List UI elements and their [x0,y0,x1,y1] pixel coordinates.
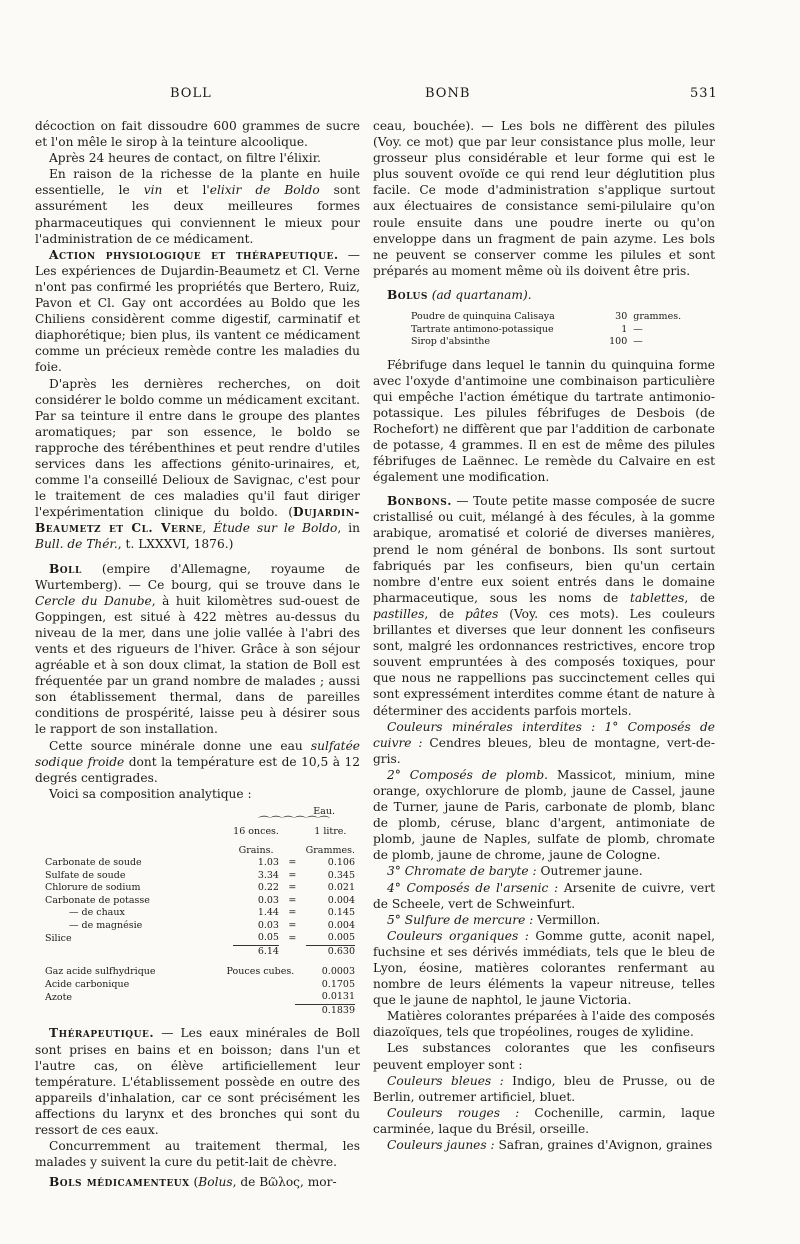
paragraph-action: Action physiologique et thérapeutique. — Les expériences de Dujardin-Beaumetz et Cl. Verne n'ont pas confirmé les propriétés que Bertero, Ruiz, Pavon et Cl. Gay ont accordées au Boldo que les Chiliens considèrent comme digestif, carminatif et diaphorétique; bien plus, ils vantent ce médicament comme un précieux remède contre les maladies du foie. [35,247,360,375]
table-caption: Eau. [313,805,335,817]
paragraph: 5° Sulfure de mercure : Vermillon. [387,912,601,927]
table-row: Carbonate de soude 1.03 = 0.106 [45,857,355,869]
paragraph: 3° Chromate de baryte : Outremer jaune. [387,864,643,879]
paragraph: Couleurs bleues : Indigo, bleu de Prusse, ou de Berlin, outremer artificiel, bluet. [373,1073,715,1104]
page-number: 531 [690,86,718,101]
entry-heading: Boll [49,561,82,576]
paragraph-therapeutique: Thérapeutique. — Les eaux minérales de Boll sont prises en bains et en boisson; dans l'un et l'autre cas, on élève artificiellement leur température. L'établissement possède en outre des appareils d'inhalation, car ce sont précisément les affections du larynx et des bronches qui sont du ressort de ces eaux. [35,1026,360,1137]
column-header: 16 onces. [233,826,279,838]
table-row: Tartrate antimono-potassique 1 — [411,323,643,335]
paragraph: Voici sa composition analytique : [49,786,252,801]
header-left: BOLL [170,86,212,101]
table-row: — de magnésie 0.03 = 0.004 [69,919,355,931]
table-row: Silice 0.05 = 0.005 [45,932,355,944]
total-row: 6.14 0.630 [45,945,355,958]
table-row: Gaz acide sulfhydrique Pouces cubes. 0.0003 [45,966,355,978]
column-header: 1 litre. [314,826,347,838]
paragraph: décoction on fait dissoudre 600 grammes de sucre et l'on mêle le sirop à la teinture alcoolique. [35,119,360,150]
gas-table [45,966,355,1017]
unit-label: Grammes. [305,844,355,856]
table-row: Azote 0.0131 [45,991,355,1003]
paragraph: Les substances colorantes que les confiseurs peuvent employer sont : [373,1041,715,1072]
paragraph: Couleurs rouges : Cochenille, carmin, laque carminée, laque du Brésil, orseille. [373,1105,715,1136]
formula-table [411,311,696,349]
running-header [0,86,800,106]
total-row: 0.1839 [45,1004,355,1017]
paragraph: Couleurs minérales interdites : 1° Composés de cuivre : Cendres bleues, bleu de montagne, vert-de-gris. [373,719,715,766]
paragraph: Fébrifuge dans lequel le tannin du quinquina forme avec l'oxyde d'antimoine une combinaison particulière qui empêche l'action émétique du tartrate antimonio-potassique. Les pilules fébrifuges de Desbois (de Rochefort) ne diffèrent que par l'addition de carbonate de potasse, 4 grammes. Il en est de même des pilules fébrifuges de Laënnec. Le remède du Calvaire en est également une modification. [373,357,715,485]
paragraph: 4° Composés de l'arsenic : Arsenite de cuivre, vert de Scheele, vert de Schweinfurt. [373,880,715,911]
header-center: BONB [425,86,471,101]
paragraph: ceau, bouchée). — Les bols ne diffèrent des pilules (Voy. ce mot) que par leur consistance plus molle, leur grosseur plus considérable et leur forme qui est le plus souvent ovoïde ce qui rend leur déglutition plus facile. Ce mode d'administration s'applique surtout aux électuaires de consistance semi-pilulaire qu'on roule ensuite dans une poudre inerte ou qu'on enveloppe dans un fragment de pain azyme. Les bols ne peuvent se conserver comme les pilules et sont préparés au moment même où ils doivent être pris. [373,119,715,278]
entry-heading: Bonbons. [387,494,452,509]
entry-heading: Bols médicamenteux [49,1175,190,1190]
table-row: Carbonate de potasse 0.03 = 0.004 [45,894,355,906]
paragraph: Concurremment au traitement thermal, les malades y suivent la cure du petit-lait de chèvre. [35,1139,360,1170]
paragraph: Cette source minérale donne une eau sulfatée sodique froide dont la température est de 10,5 à 12 degrés centigrades. [35,738,360,785]
paragraph: Couleurs jaunes : Safran, graines d'Avignon, graines [387,1138,713,1153]
paragraph: D'après les dernières recherches, on doit considérer le boldo comme un médicament excitant. Par sa teinture il entre dans le groupe des plantes aromatiques; par son essence, le boldo se rapproche des térébenthines et peut rendre d'utiles services dans les affections génito-urinaires, et, comme l'a conseillé Delioux de Savignac, c'est pour le traitement de ces maladies qu'il faut diriger l'expérimentation clinique du boldo. (Dujardin-Beaumetz et Cl. Verne, Étude sur le Boldo, in Bull. de Thér., t. LXXXVI, 1876.) [35,376,361,552]
paragraph: Après 24 heures de contact, on filtre l'élixir. [49,151,322,166]
right-column [373,118,715,1153]
paragraph: Matières colorantes préparées à l'aide des composés diazoïques, tels que tropéolines, rouges de xylidine. [373,1009,715,1040]
table-row: Chlorure de sodium 0.22 = 0.021 [45,882,355,894]
table-row: Poudre de quinquina Calisaya 30 grammes. [411,311,682,323]
unit-label: Grains. [238,844,274,856]
entry-bonbons: Bonbons. — Toute petite masse composée de sucre cristallisé ou cuit, mélangé à des fécules, à la gomme arabique, aromatisé et colorié de diverses manières, prend le nom général de bonbons. Ils sont surtout fabriqués par les confiseurs, bien qu'un certain nombre d'entre eux soient entrés dans le domaine pharmaceutique, sous les noms de tablettes, de pastilles, de pâtes (Voy. ces mots). Les couleurs brillantes et diverses que leur donnent les confiseurs sont, malgré les ordonnances restrictives, encore trop souvent empruntées à des composés toxiques, pour que nous ne rappellions pas succinctement celles qui sont expressément interdites comme étant de nature à déterminer des accidents parfois mortels. [373,494,715,718]
section-heading: Action physiologique et thérapeutique. [49,247,339,262]
paragraph: 2° Composés de plomb. Massicot, minium, mine orange, oxychlorure de plomb, jaune de Cassel, jaune de Turner, jaune de Paris, carbonate de plomb, blanc de plomb, céruse, blanc d'argent, antimoniate de plomb, jaune de Naples, sulfate de plomb, chromate de plomb, jaune de chrome, jaune de Cologne. [373,767,715,863]
composition-table: Eau. ⌒⌒⌒⌒⌒⌒ 16 onces. 1 litre. Grains. Grammes. Carbonate de soude 1.03 = 0.106 Sulfate de soude 3.34 = 0.345 Chlorure de sodium 0.22 = 0.021 Carbonate de potasse 0.03 = 0.004 — de chaux 1.44 = 0.145 — de magnésie 0.03 = 0.004 Silice 0.05 = 0.005 6.14 0.630 [45,805,355,957]
entry-bols: Bols médicamenteux (Bolus, de Βῶλος, mor- [49,1175,337,1190]
table-row: — de chaux 1.44 = 0.145 [69,907,355,919]
entry-bolus: Bolus (ad quartanam). [387,287,532,302]
paragraph: En raison de la richesse de la plante en huile essentielle, le vin et l'elixir de Boldo sont assurément les deux meilleures formes pharmaceutiques qui conviennent le mieux pour l'administration de ce médicament. [35,167,360,246]
section-heading: Thérapeutique. [49,1026,155,1041]
entry-boll: Boll (empire d'Allemagne, royaume de Wurtemberg). — Ce bourg, qui se trouve dans le Cercle du Danube, à huit kilomètres sud-ouest de Goppingen, est situé à 422 mètres au-dessus du niveau de la mer, dans une jolie vallée à l'abri des vents et des rigueurs de l'hiver. Grâce à son séjour agréable et à son doux climat, la station de Boll est fréquentée par un grand nombre de malades ; aussi son établissement thermal, dans de pareilles conditions de prospérité, laisse peu à désirer sous le rapport de son installation. [35,561,360,737]
table-row: Sirop d'absinthe 100 — [411,336,643,348]
table-row: Sulfate de soude 3.34 = 0.345 [45,869,355,881]
table-row: Acide carbonique 0.1705 [45,978,355,990]
left-column [35,118,360,1190]
paragraph: Couleurs organiques : Gomme gutte, aconit napel, fuchsine et ses dérivés immédiats, tels que le bleu de Lyon, éosine, matières colorantes renfermant au nombre de leurs éléments la vapeur nitreuse, telles que le jaune de naphtol, le jaune Victoria. [373,928,715,1008]
entry-heading: Bolus [387,287,428,302]
